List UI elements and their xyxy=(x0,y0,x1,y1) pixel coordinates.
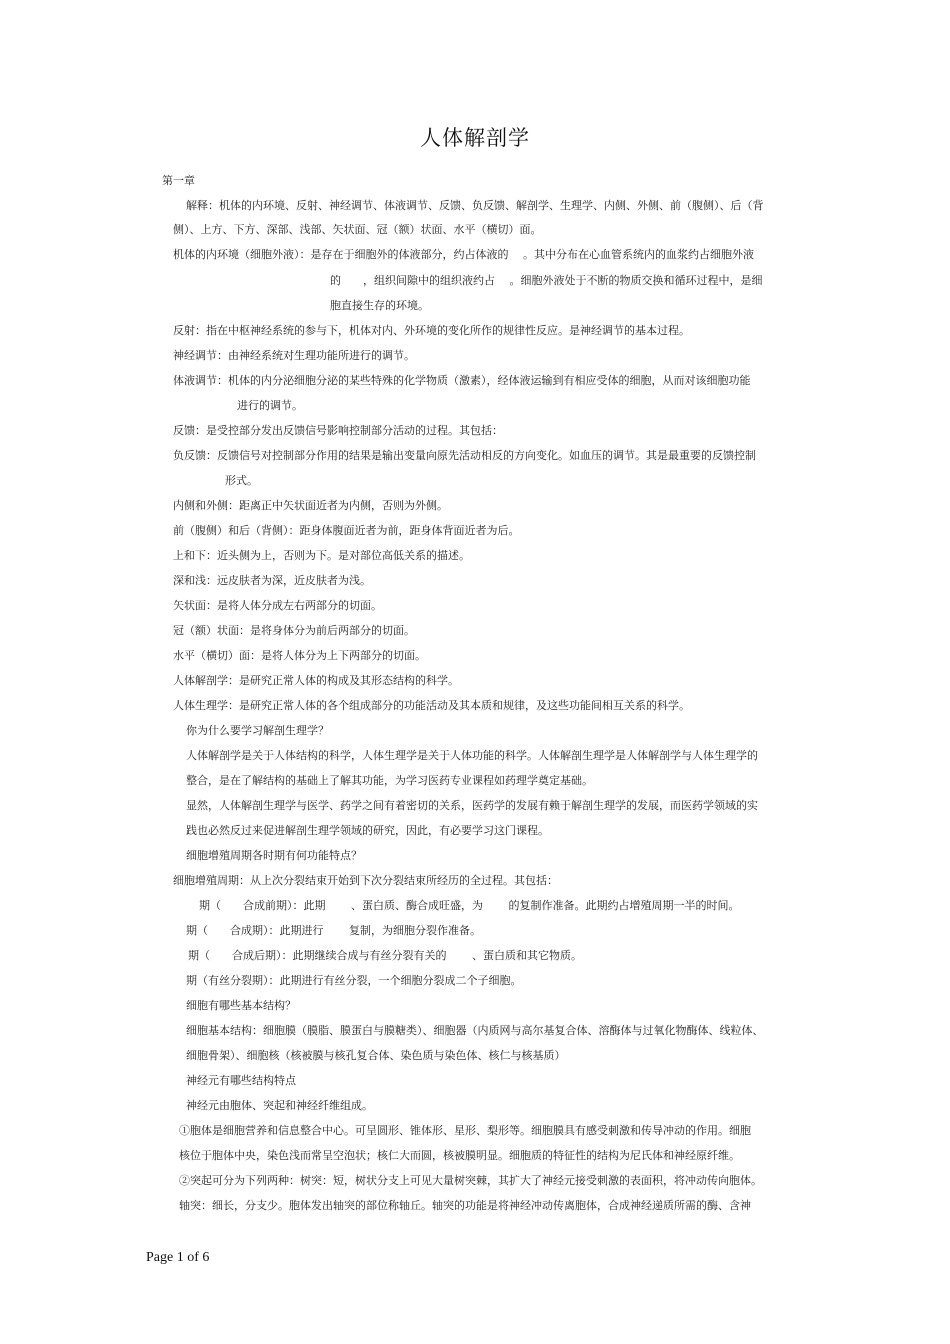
text-line: 人体解剖学：是研究正常人体的构成及其形态结构的科学。 xyxy=(173,674,459,687)
text-line: 矢状面：是将人体分成左右两部分的切面。 xyxy=(173,599,382,612)
text-line: 神经调节：由神经系统对生理功能所进行的调节。 xyxy=(173,349,415,362)
text-line: 期（有丝分裂期）：此期进行有丝分裂，一个细胞分裂成二个子细胞。 xyxy=(186,974,522,987)
text-line: 解释：机体的内环境、反射、神经调节、体液调节、反馈、负反馈、解剖学、生理学、内侧、外侧、前（腹侧）、后（背 xyxy=(186,199,764,212)
text-line: 负反馈：反馈信号对控制部分作用的结果是输出变量向原先活动相反的方向变化。如血压的调节。其是最重要的反馈控制 xyxy=(173,449,756,462)
text-line: 显然，人体解剖生理学与医学、药学之间有着密切的关系，医药学的发展有赖于解剖生理学的发展，而医药学领域的实 xyxy=(186,799,758,812)
text-line: 整合，是在了解结构的基础上了解其功能，为学习医药专业课程如药理学奠定基础。 xyxy=(186,774,593,787)
text-line: ②突起可分为下列两种：树突：短，树状分支上可见大量树突棘，其扩大了神经元接受刺激的表面积，将冲动传向胞体。 xyxy=(179,1174,762,1187)
text-line: 进行的调节。 xyxy=(237,399,303,412)
text-line: 冠（额）状面：是将身体分为前后两部分的切面。 xyxy=(173,624,415,637)
text-line: 反射：指在中枢神经系统的参与下，机体对内、外环境的变化所作的规律性反应。是神经调节的基本过程。 xyxy=(173,324,690,337)
text-line: 期（ 合成前期）：此期 、蛋白质、酶合成旺盛，为 的复制作准备。此期约占增殖周期一半的时间。 xyxy=(199,899,740,912)
text-line: 体液调节：机体的内分泌细胞分泌的某些特殊的化学物质（激素），经体液运输到有相应受体的细胞，从而对该细胞功能 xyxy=(173,374,751,387)
text-line: 神经元由胞体、突起和神经纤维组成。 xyxy=(186,1099,373,1112)
question-heading: 细胞增殖周期各时期有何功能特点？ xyxy=(186,849,362,862)
question-heading: 神经元有哪些结构特点 xyxy=(186,1074,296,1087)
text-line: 核位于胞体中央，染色浅而常呈空泡状；核仁大而圆，核被膜明显。细胞质的特征性的结构为尼氏体和神经原纤维。 xyxy=(179,1149,740,1162)
text-line: ①胞体是细胞营养和信息整合中心。可呈圆形、锥体形、星形、梨形等。细胞膜具有感受刺激和传导冲动的作用。细胞 xyxy=(179,1124,751,1137)
text-line: 细胞骨架）、细胞核（核被膜与核孔复合体、染色质与染色体、核仁与核基质） xyxy=(186,1049,566,1062)
text-line: 侧）、上方、下方、深部、浅部、矢状面、冠（额）状面、水平（横切）面。 xyxy=(173,223,542,236)
text-line: 的 ，组织间隙中的组织液约占 。细胞外液处于不断的物质交换和循环过程中，是细 xyxy=(330,274,763,287)
text-line: 轴突：细长，分支少。胞体发出轴突的部位称轴丘。轴突的功能是将神经冲动传离胞体，合成神经递质所需的酶、含神 xyxy=(179,1199,751,1212)
text-line: 胞直接生存的环境。 xyxy=(330,299,429,312)
text-line: 期（ 合成期）：此期进行 复制，为细胞分裂作准备。 xyxy=(186,924,481,937)
text-line: 期（ 合成后期）：此期继续合成与有丝分裂有关的 、蛋白质和其它物质。 xyxy=(188,949,582,962)
chapter-heading: 第一章 xyxy=(162,174,195,187)
text-line: 深和浅：远皮肤者为深，近皮肤者为浅。 xyxy=(173,574,371,587)
question-heading: 细胞有哪些基本结构？ xyxy=(186,999,296,1012)
text-line: 水平（横切）面：是将人体分为上下两部分的切面。 xyxy=(173,649,426,662)
text-line: 前（腹侧）和后（背侧）：距身体腹面近者为前，距身体背面近者为后。 xyxy=(173,524,520,537)
text-line: 上和下：近头侧为上，否则为下。是对部位高低关系的描述。 xyxy=(173,549,470,562)
text-line: 细胞增殖周期：从上次分裂结束开始到下次分裂结束所经历的全过程。其包括： xyxy=(173,874,558,887)
text-line: 内侧和外侧：距离正中矢状面近者为内侧，否则为外侧。 xyxy=(173,499,448,512)
text-line: 践也必然反过来促进解剖生理学领域的研究，因此，有必要学习这门课程。 xyxy=(186,824,549,837)
text-line: 形式。 xyxy=(225,474,258,487)
text-line: 人体生理学：是研究正常人体的各个组成部分的功能活动及其本质和规律，及这些功能间相互关系的科学。 xyxy=(173,699,690,712)
text-line: 人体解剖学是关于人体结构的科学，人体生理学是关于人体功能的科学。人体解剖生理学是人体解剖学与人体生理学的 xyxy=(186,749,758,762)
page-title: 人体解剖学 xyxy=(420,126,530,150)
text-line: 机体的内环境（细胞外液）：是存在于细胞外的体液部分，约占体液的 。其中分布在心血管系统内的血浆约占细胞外液 xyxy=(173,248,754,261)
text-line: 细胞基本结构：细胞膜（膜脂、膜蛋白与膜糖类）、细胞器（内质网与高尔基复合体、溶酶体与过氧化物酶体、线粒体、 xyxy=(186,1024,764,1037)
text-line: 反馈：是受控部分发出反馈信号影响控制部分活动的过程。其包括： xyxy=(173,424,503,437)
question-heading: 你为什么要学习解剖生理学？ xyxy=(186,724,329,737)
page-number-footer: Page 1 of 6 xyxy=(146,1250,210,1265)
